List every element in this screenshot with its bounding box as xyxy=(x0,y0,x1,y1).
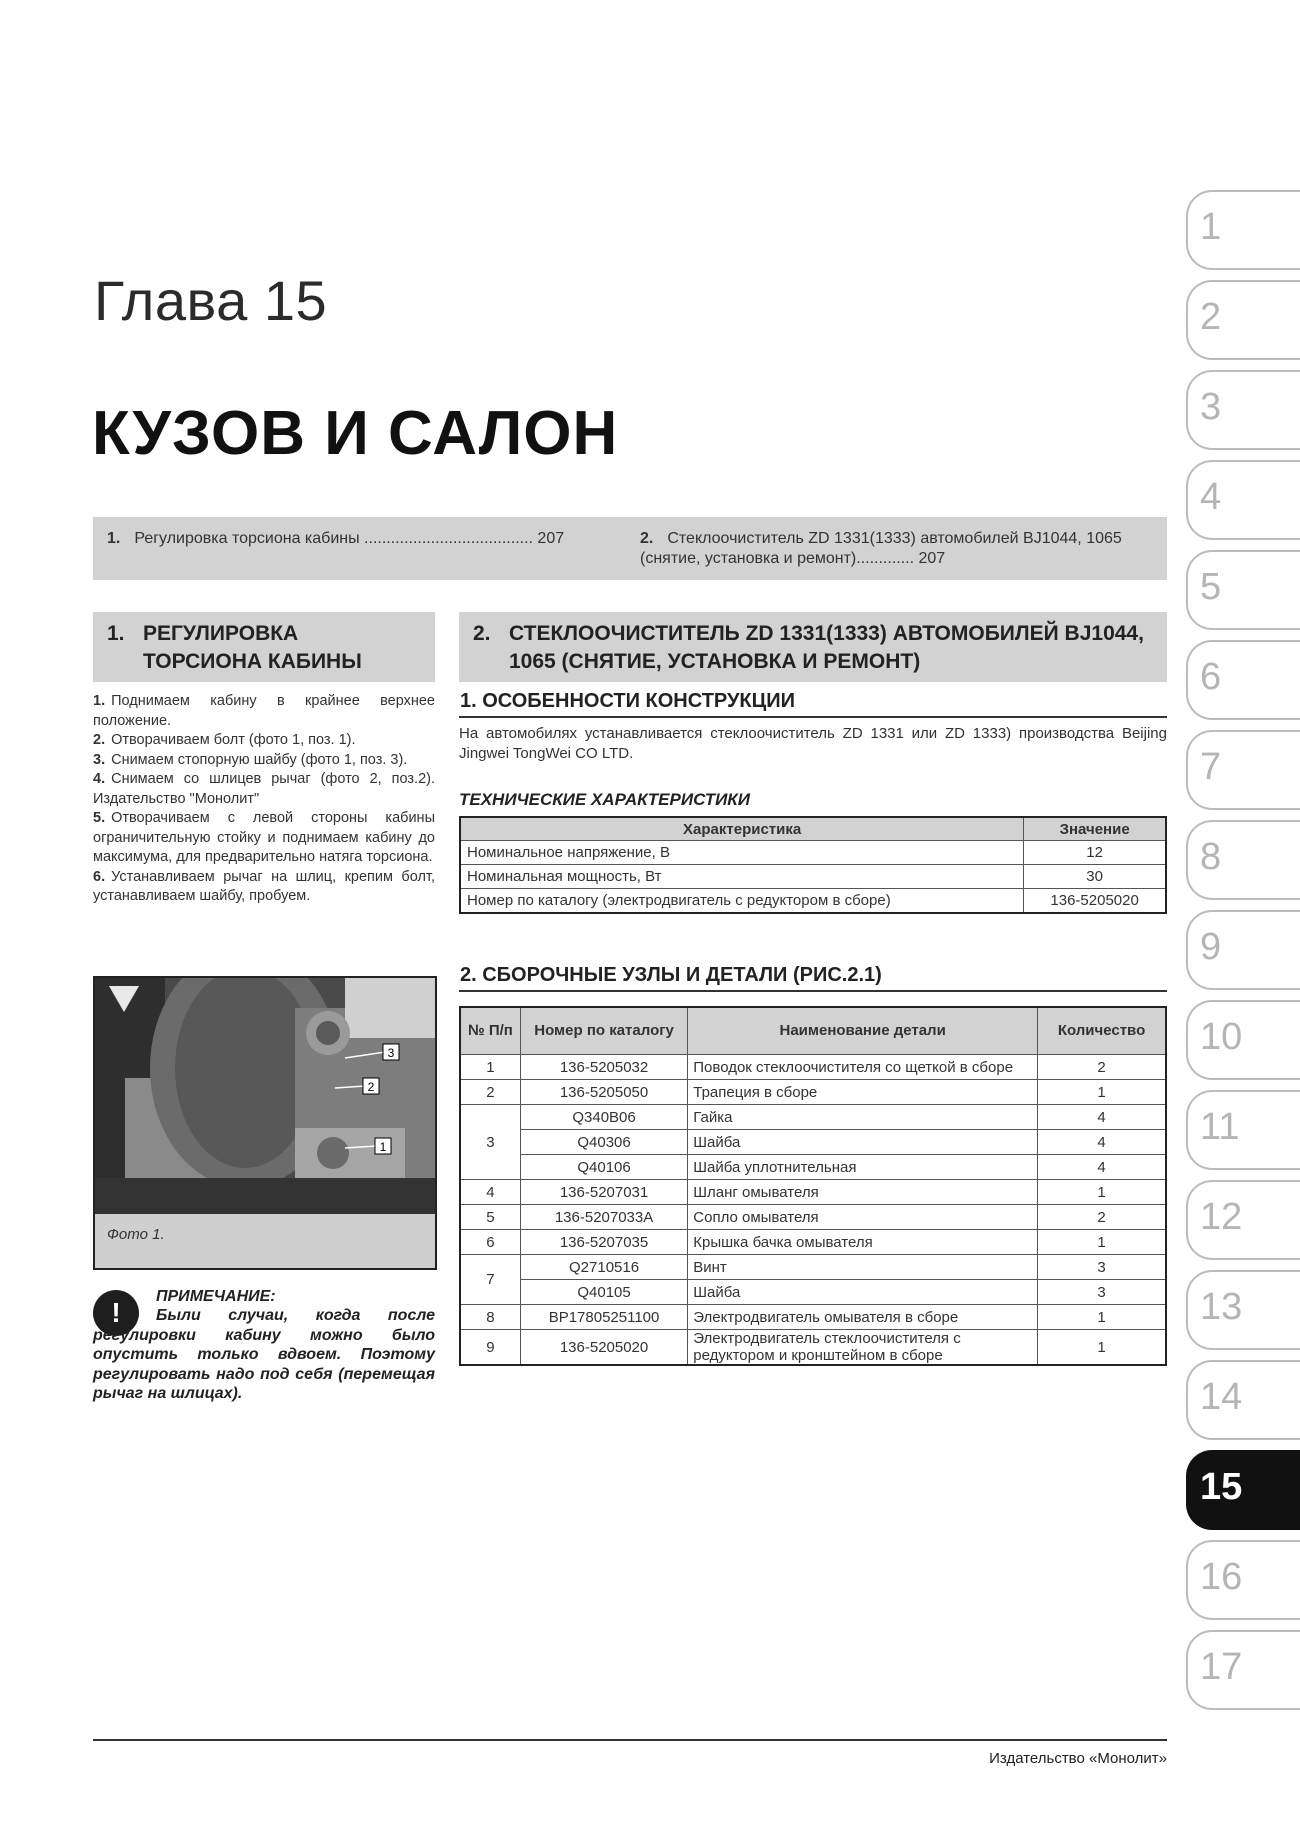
catalog-number-cell: 136-5205032 xyxy=(520,1055,687,1080)
tech-specs-title: ТЕХНИЧЕСКИЕ ХАРАКТЕРИСТИКИ xyxy=(459,790,750,809)
chapter-tab-label: 7 xyxy=(1200,746,1222,788)
chapter-tab-label: 17 xyxy=(1200,1646,1243,1688)
svg-text:1: 1 xyxy=(379,1140,387,1154)
step-text: Поднимаем кабину в крайнее верхнее положение. xyxy=(93,693,435,729)
part-name-cell: Шайба xyxy=(688,1280,1038,1305)
publisher-footer: Издательство «Монолит» xyxy=(989,1750,1167,1767)
quantity-cell: 4 xyxy=(1038,1130,1166,1155)
table-row xyxy=(460,1305,1166,1330)
parts-table xyxy=(459,1006,1167,1366)
toc-item[interactable] xyxy=(640,529,1150,569)
table-row xyxy=(460,1205,1166,1230)
column-header: Значение xyxy=(1024,817,1166,841)
part-name-cell: Шайба xyxy=(688,1130,1038,1155)
table-row xyxy=(460,1255,1166,1280)
step-item xyxy=(93,770,435,809)
part-name-cell: Сопло омывателя xyxy=(688,1205,1038,1230)
section1-number: 1. xyxy=(107,622,125,645)
spec-value-cell: 12 xyxy=(1024,841,1166,865)
part-name-cell: Шланг омывателя xyxy=(688,1180,1038,1205)
item-number-cell: 6 xyxy=(460,1230,520,1255)
chapter-tab-2[interactable] xyxy=(1186,280,1300,360)
svg-text:2: 2 xyxy=(367,1080,375,1094)
item-number-cell: 8 xyxy=(460,1305,520,1330)
catalog-number-cell: 136-5207033A xyxy=(520,1205,687,1230)
chapter-tab-label: 2 xyxy=(1200,296,1222,338)
step-item xyxy=(93,751,435,771)
note-bulb-icon: ! xyxy=(93,1290,139,1336)
chapter-tab-label: 13 xyxy=(1200,1286,1243,1328)
table-header-row xyxy=(460,817,1166,841)
quantity-cell: 1 xyxy=(1038,1305,1166,1330)
table-row xyxy=(460,1155,1166,1180)
section1-title: РЕГУЛИРОВКА ТОРСИОНА КАБИНЫ xyxy=(143,622,362,673)
table-header-row xyxy=(460,1007,1166,1055)
quantity-cell: 1 xyxy=(1038,1330,1166,1366)
section2-heading xyxy=(459,612,1167,682)
toc-item-text: Стеклоочиститель ZD 1331(1333) автомобилей BJ1044, 1065 (снятие, установка и ремонт)............. 207 xyxy=(640,530,1122,567)
quantity-cell: 3 xyxy=(1038,1255,1166,1280)
chapter-tab-5[interactable] xyxy=(1186,550,1300,630)
item-number-cell: 4 xyxy=(460,1180,520,1205)
step-number: 5. xyxy=(93,810,106,826)
column-header: Наименование детали xyxy=(688,1007,1038,1055)
spec-value-cell: 136-5205020 xyxy=(1024,889,1166,914)
quantity-cell: 2 xyxy=(1038,1055,1166,1080)
photo-caption: Фото 1. xyxy=(107,1226,165,1243)
subsection-assembly-parts: 2. СБОРОЧНЫЕ УЗЛЫ И ДЕТАЛИ (РИС.2.1) xyxy=(460,964,882,986)
quantity-cell: 4 xyxy=(1038,1105,1166,1130)
chapter-tab-label: 15 xyxy=(1200,1466,1243,1508)
item-number-cell: 5 xyxy=(460,1205,520,1230)
table-row xyxy=(460,1080,1166,1105)
table-row xyxy=(460,1130,1166,1155)
chapter-tab-1[interactable] xyxy=(1186,190,1300,270)
item-number-cell: 1 xyxy=(460,1055,520,1080)
column-header: Количество xyxy=(1038,1007,1166,1055)
step-number: 6. xyxy=(93,868,106,885)
table-row xyxy=(460,841,1166,865)
step-number: 4. xyxy=(93,771,106,787)
quantity-cell: 3 xyxy=(1038,1280,1166,1305)
step-number: 2. xyxy=(93,732,106,748)
step-text: Устанавливаем рычаг на шлиц, крепим болт, устанавливаем шайбу, пробуем. xyxy=(93,868,435,904)
column-header: № П/п xyxy=(460,1007,520,1055)
chapter-tab-11[interactable] xyxy=(1186,1090,1300,1170)
note-title: ПРИМЕЧАНИЕ: xyxy=(156,1288,276,1305)
note-text: Были случаи, когда после регулировки кабину можно было опустить только вдвоем. Поэтому регулировать надо под себя (перемещая рычаг на шлицах). xyxy=(93,1307,435,1402)
part-name-cell: Электродвигатель омывателя в сборе xyxy=(688,1305,1038,1330)
catalog-number-cell: 136-5207031 xyxy=(520,1180,687,1205)
chapter-tab-label: 12 xyxy=(1200,1196,1243,1238)
footer-divider xyxy=(93,1739,1167,1741)
section2-number: 2. xyxy=(473,622,491,645)
chapter-title: КУЗОВ И САЛОН xyxy=(92,399,619,468)
quantity-cell: 1 xyxy=(1038,1230,1166,1255)
table-row xyxy=(460,1105,1166,1130)
table-row xyxy=(460,1180,1166,1205)
table-row xyxy=(460,865,1166,889)
step-item xyxy=(93,868,435,907)
catalog-number-cell: 136-5207035 xyxy=(520,1230,687,1255)
toc-item[interactable] xyxy=(107,529,607,549)
divider xyxy=(459,990,1167,992)
divider xyxy=(459,716,1167,718)
chapter-label: Глава 15 xyxy=(94,269,328,332)
spec-name-cell: Номер по каталогу (электродвигатель с редуктором в сборе) xyxy=(460,889,1024,914)
table-of-contents xyxy=(93,517,1167,580)
step-item xyxy=(93,692,435,731)
step-number: 1. xyxy=(93,693,106,709)
step-text: Отворачиваем с левой стороны кабины ограничительную стойку и поднимаем кабину до максимума, для предварительно натяга торсиона. xyxy=(93,810,435,865)
item-number-cell: 2 xyxy=(460,1080,520,1105)
chapter-tab-label: 6 xyxy=(1200,656,1222,698)
quantity-cell: 4 xyxy=(1038,1155,1166,1180)
catalog-number-cell: Q40306 xyxy=(520,1130,687,1155)
spec-value-cell: 30 xyxy=(1024,865,1166,889)
table-row xyxy=(460,1055,1166,1080)
procedure-steps xyxy=(93,692,435,907)
catalog-number-cell: Q40106 xyxy=(520,1155,687,1180)
item-number-cell: 3 xyxy=(460,1105,520,1180)
item-number-cell: 9 xyxy=(460,1330,520,1366)
toc-item-text: Регулировка торсиона кабины ...................................... 207 xyxy=(134,530,565,547)
part-name-cell: Поводок стеклоочистителя со щеткой в сборе xyxy=(688,1055,1038,1080)
step-item xyxy=(93,731,435,751)
step-number: 3. xyxy=(93,751,106,768)
intro-paragraph: На автомобилях устанавливается стеклоочиститель ZD 1331 или ZD 1333) производства Beijing Jingwei TongWei CO LTD. xyxy=(459,725,1167,762)
catalog-number-cell: 136-5205020 xyxy=(520,1330,687,1366)
part-name-cell: Электродвигатель стеклоочистителя с редуктором и кронштейном в сборе xyxy=(688,1330,1038,1366)
catalog-number-cell: 136-5205050 xyxy=(520,1080,687,1105)
table-row xyxy=(460,889,1166,914)
chapter-tab-8[interactable] xyxy=(1186,820,1300,900)
cab-torsion-photo xyxy=(95,978,435,1214)
chapter-tab-14[interactable] xyxy=(1186,1360,1300,1440)
subsection-design-features: 1. ОСОБЕННОСТИ КОНСТРУКЦИИ xyxy=(460,690,795,712)
step-text: Отворачиваем болт (фото 1, поз. 1). xyxy=(111,732,356,748)
chapter-tab-label: 9 xyxy=(1200,926,1222,968)
chapter-tab-label: 4 xyxy=(1200,476,1222,518)
catalog-number-cell: Q2710516 xyxy=(520,1255,687,1280)
chapter-tab-9[interactable] xyxy=(1186,910,1300,990)
step-text: Снимаем стопорную шайбу (фото 1, поз. 3). xyxy=(111,751,408,768)
chapter-tab-7[interactable] xyxy=(1186,730,1300,810)
catalog-number-cell: Q40105 xyxy=(520,1280,687,1305)
table-row xyxy=(460,1230,1166,1255)
chapter-tab-17[interactable] xyxy=(1186,1630,1300,1710)
chapter-tab-4[interactable] xyxy=(1186,460,1300,540)
step-item xyxy=(93,809,435,868)
section2-title: СТЕКЛООЧИСТИТЕЛЬ ZD 1331(1333) АВТОМОБИЛЕЙ BJ1044, 1065 (СНЯТИЕ, УСТАНОВКА И РЕМОНТ) xyxy=(509,622,1144,673)
section1-heading xyxy=(93,612,435,682)
chapter-tab-16[interactable] xyxy=(1186,1540,1300,1620)
table-row xyxy=(460,1280,1166,1305)
spec-name-cell: Номинальное напряжение, В xyxy=(460,841,1024,865)
chapter-tab-label: 1 xyxy=(1200,206,1222,248)
step-text: Снимаем со шлицев рычаг (фото 2, поз.2). Издательство "Монолит" xyxy=(93,771,435,807)
catalog-number-cell: BP17805251100 xyxy=(520,1305,687,1330)
catalog-number-cell: Q340B06 xyxy=(520,1105,687,1130)
chapter-tab-12[interactable] xyxy=(1186,1180,1300,1260)
quantity-cell: 2 xyxy=(1038,1205,1166,1230)
column-header: Характеристика xyxy=(460,817,1024,841)
chapter-tab-label: 5 xyxy=(1200,566,1222,608)
item-number-cell: 7 xyxy=(460,1255,520,1305)
table-row xyxy=(460,1330,1166,1366)
chapter-tab-15[interactable] xyxy=(1186,1450,1300,1530)
spec-table xyxy=(459,816,1167,914)
chapter-tab-label: 10 xyxy=(1200,1016,1243,1058)
part-name-cell: Крышка бачка омывателя xyxy=(688,1230,1038,1255)
chapter-tab-label: 11 xyxy=(1200,1106,1240,1148)
toc-item-number: 2. xyxy=(640,530,654,547)
toc-item-number: 1. xyxy=(107,530,121,547)
part-name-cell: Шайба уплотнительная xyxy=(688,1155,1038,1180)
chapter-tab-label: 8 xyxy=(1200,836,1222,878)
chapter-tab-label: 16 xyxy=(1200,1556,1243,1598)
spec-name-cell: Номинальная мощность, Вт xyxy=(460,865,1024,889)
chapter-tab-label: 3 xyxy=(1200,386,1222,428)
photo-figure xyxy=(93,976,437,1270)
chapter-tab-label: 14 xyxy=(1200,1376,1243,1418)
chapter-tab-13[interactable] xyxy=(1186,1270,1300,1350)
chapter-tab-10[interactable] xyxy=(1186,1000,1300,1080)
quantity-cell: 1 xyxy=(1038,1180,1166,1205)
chapter-tab-6[interactable] xyxy=(1186,640,1300,720)
part-name-cell: Гайка xyxy=(688,1105,1038,1130)
quantity-cell: 1 xyxy=(1038,1080,1166,1105)
chapter-tab-3[interactable] xyxy=(1186,370,1300,450)
svg-text:3: 3 xyxy=(387,1046,395,1060)
column-header: Номер по каталогу xyxy=(520,1007,687,1055)
part-name-cell: Трапеция в сборе xyxy=(688,1080,1038,1105)
part-name-cell: Винт xyxy=(688,1255,1038,1280)
